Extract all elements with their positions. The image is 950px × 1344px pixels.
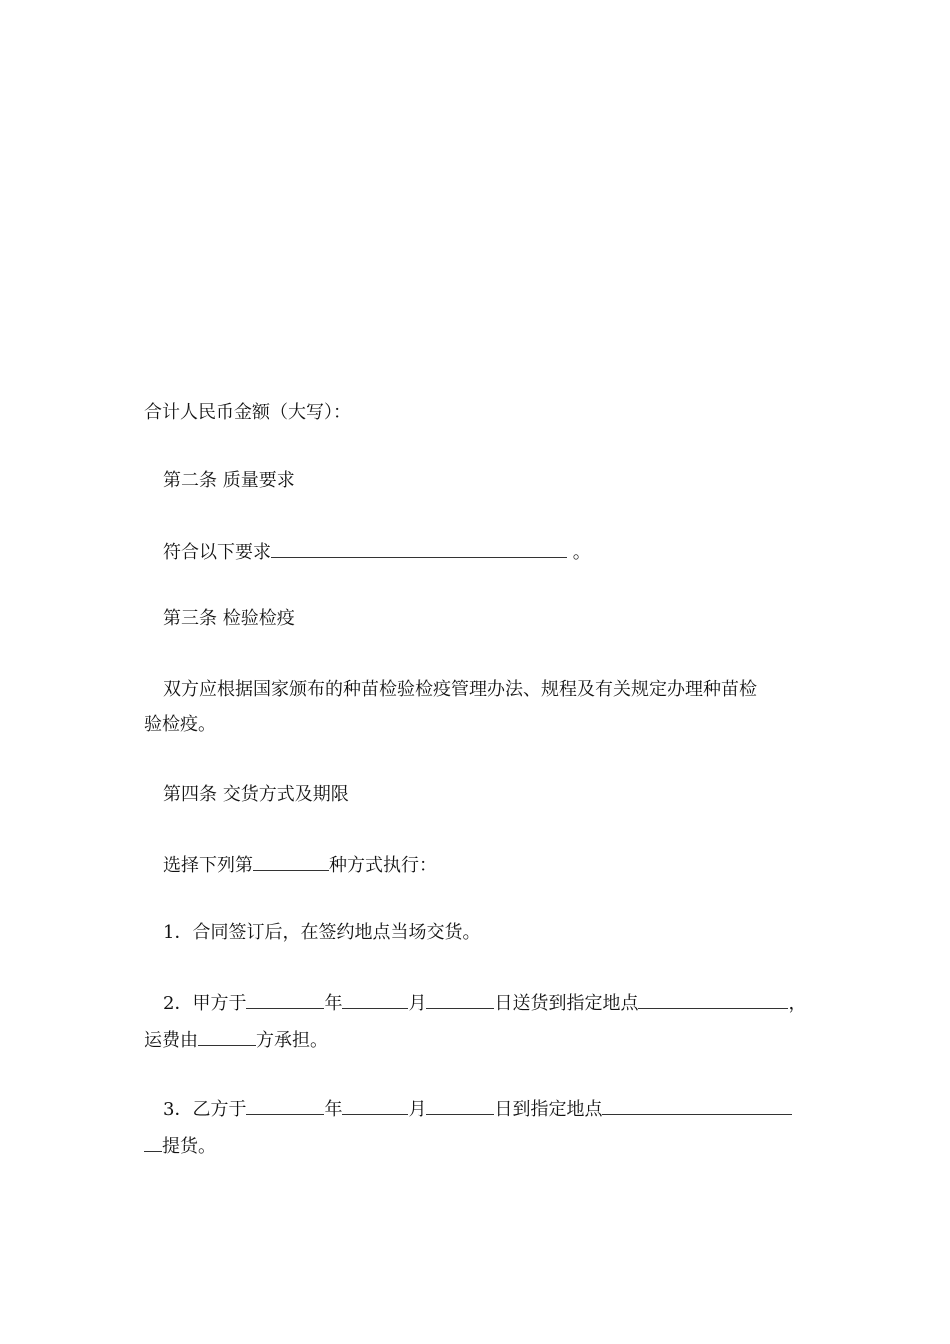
item2-freight-blank bbox=[198, 1028, 256, 1046]
item2-day-blank bbox=[426, 991, 494, 1009]
item2-freight-prefix: 运费由 bbox=[144, 1030, 198, 1051]
article3-body-line1 bbox=[144, 679, 843, 701]
item3-location-blank bbox=[602, 1097, 792, 1115]
item3-day-blank bbox=[426, 1097, 494, 1115]
article3-title-text: 第三条 检验检疫 bbox=[163, 608, 295, 629]
article4-title-text: 第四条 交货方式及期限 bbox=[163, 784, 349, 805]
article3-body-line2 bbox=[144, 714, 824, 736]
total-amount-label: 合计人民币金额（大写）： bbox=[144, 402, 351, 423]
choose-suffix: 种方式执行： bbox=[329, 855, 437, 876]
article4-title bbox=[144, 784, 843, 806]
item1-text: 1．合同签订后，在签约地点当场交货。 bbox=[163, 922, 481, 943]
item2-location-blank bbox=[638, 991, 788, 1009]
item2-comma: ， bbox=[788, 993, 807, 1014]
item3-prefix: 3．乙方于 bbox=[163, 1099, 247, 1120]
article3-body-text-2: 验检疫。 bbox=[144, 714, 216, 735]
item3-year: 年 bbox=[324, 1099, 343, 1120]
item3-pickup: 提货。 bbox=[162, 1136, 216, 1157]
item2-month-blank bbox=[342, 991, 408, 1009]
item3-year-blank bbox=[246, 1097, 324, 1115]
item2-year-blank bbox=[246, 991, 324, 1009]
article3-title bbox=[144, 608, 843, 630]
article2-title-text: 第二条 质量要求 bbox=[163, 470, 295, 491]
choose-method-line bbox=[144, 853, 843, 877]
item3-month-blank bbox=[342, 1097, 408, 1115]
article2-body bbox=[144, 540, 843, 564]
total-amount-line bbox=[144, 402, 824, 424]
item2-line2 bbox=[144, 1028, 824, 1052]
item3-line2 bbox=[144, 1134, 824, 1158]
article3-body-text-1: 双方应根据国家颁布的种苗检验检疫管理办法、规程及有关规定办理种苗检 bbox=[163, 679, 757, 700]
item2-prefix: 2．甲方于 bbox=[163, 993, 247, 1014]
article2-body-prefix: 符合以下要求 bbox=[163, 542, 271, 563]
item2-year: 年 bbox=[324, 993, 343, 1014]
article2-body-suffix: 。 bbox=[567, 542, 591, 563]
item3-month: 月 bbox=[408, 1099, 427, 1120]
item3-location-blank-cont bbox=[144, 1134, 162, 1152]
item3-day-text: 日到指定地点 bbox=[494, 1099, 603, 1120]
article2-title bbox=[144, 470, 843, 492]
quality-requirement-blank bbox=[271, 540, 567, 558]
choose-prefix: 选择下列第 bbox=[163, 855, 253, 876]
item3-line1 bbox=[144, 1097, 843, 1121]
item2-day-text: 日送货到指定地点 bbox=[494, 993, 639, 1014]
item2-freight-suffix: 方承担。 bbox=[256, 1030, 328, 1051]
method-number-blank bbox=[253, 853, 329, 871]
item2-line1 bbox=[144, 991, 843, 1015]
item1-line bbox=[144, 922, 843, 944]
item2-month: 月 bbox=[408, 993, 427, 1014]
